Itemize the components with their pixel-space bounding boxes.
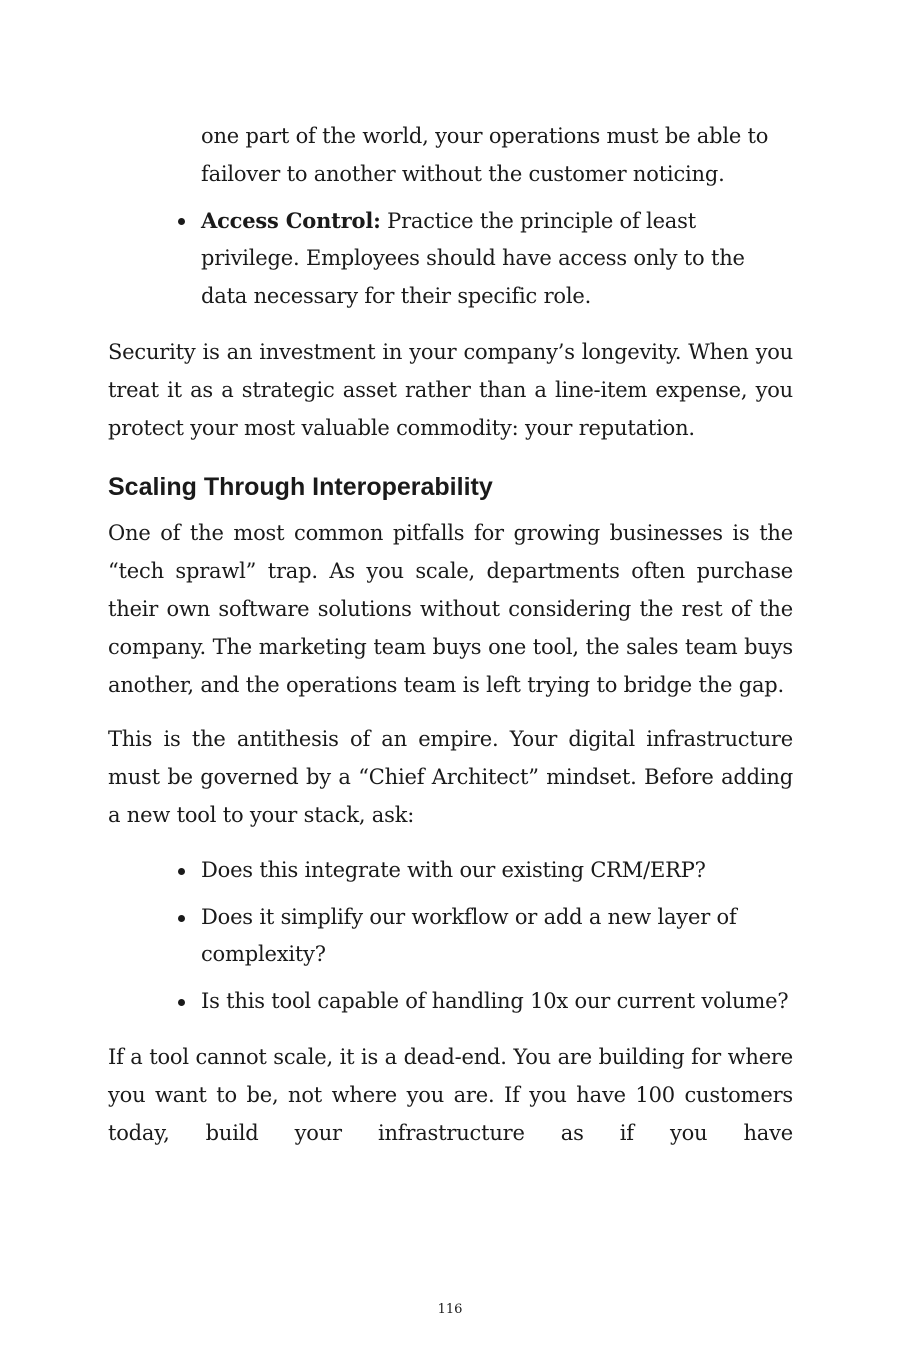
question-text: Is this tool capable of handling 10x our current volume? (201, 989, 789, 1014)
antithesis-paragraph: This is the antithesis of an empire. Your digital infrastructure must be governed by a “Chief Architect” mindset. Before adding a new tool to your stack, ask: (108, 727, 793, 827)
bullet-dot-icon (178, 218, 185, 225)
access-control-text: Practice the principle of least privilege. Employees should have access only to the data necessary for their specific role. (201, 208, 745, 309)
bullet-dot-icon (178, 999, 185, 1006)
security-paragraph: Security is an investment in your company’s longevity. When you treat it as a strategic asset rather than a line-item expense, you protect your most valuable commodity: your reputation. (108, 339, 793, 440)
list-item (108, 983, 793, 1021)
list-item (108, 899, 793, 975)
bullet-continuation: one part of the world, your operations must be able to failover to another without the customer noticing. (201, 124, 769, 186)
bullet-dot-icon (178, 868, 185, 875)
bullet-dot-icon (178, 915, 185, 922)
section-heading: Scaling Through Interoperability (108, 473, 493, 502)
dead-end-paragraph: If a tool cannot scale, it is a dead-end. You are building for where you want to be, not where you are. If you have 100 customers today, build your infrastructure as if you have (108, 1044, 793, 1145)
question-text: Does it simplify our workflow or add a new layer of complexity? (201, 904, 737, 967)
page-number: 116 (437, 1302, 463, 1317)
question-text: Does this integrate with our existing CRM/ERP? (201, 857, 706, 882)
page-content (108, 118, 793, 1152)
access-control-list (108, 202, 793, 316)
tech-sprawl-paragraph: One of the most common pitfalls for growing businesses is the “tech sprawl” trap. As you scale, departments often purchase their own software solutions without considering the rest of the company. The marketing team buys one tool, the sales team buys another, and the operations team is left trying to bridge the gap. (108, 521, 793, 697)
list-item (108, 852, 793, 890)
list-item (108, 202, 793, 316)
access-control-term: Access Control: (201, 207, 381, 233)
questions-list (108, 852, 793, 1021)
